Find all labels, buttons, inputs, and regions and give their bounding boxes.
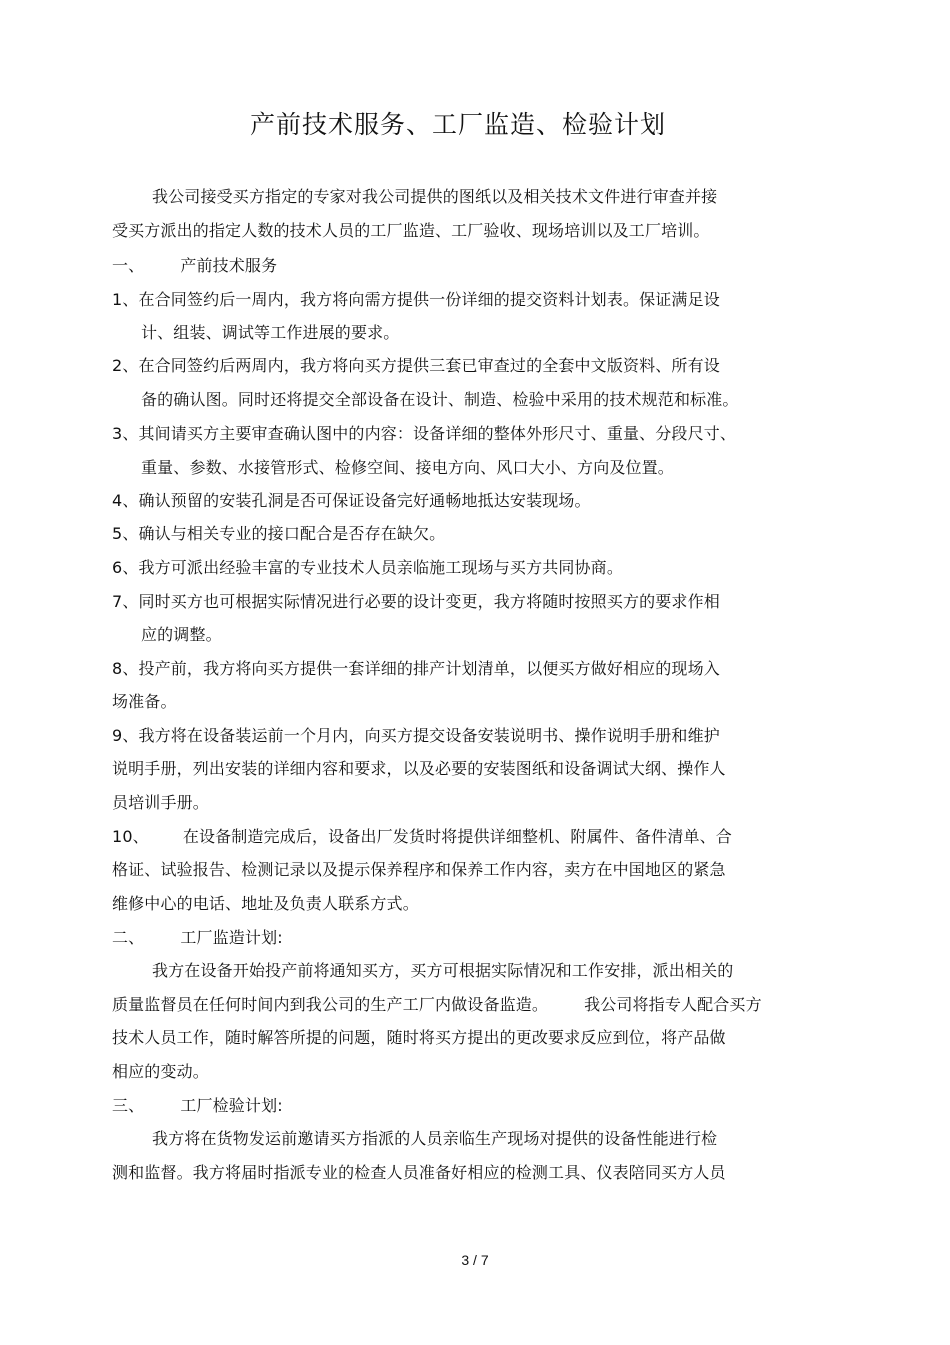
intro-line-2: 受买方派出的指定人数的技术人员的工厂监造、工厂验收、现场培训以及工厂培训。: [112, 221, 710, 240]
section-1-heading: [112, 256, 277, 276]
item-4-line-1: 4、确认预留的安装孔洞是否可保证设备完好通畅地抵达安装现场。: [112, 491, 591, 510]
item-10-line-1: [112, 827, 732, 847]
section-2-line-4: 相应的变动。: [112, 1062, 209, 1081]
item-1-line-1: 1、在合同签约后一周内，我方将向需方提供一份详细的提交资料计划表。保证满足设: [112, 290, 720, 309]
section-2-number: 二、: [112, 928, 145, 947]
item-3-line-2: 重量、参数、水接管形式、检修空间、接电方向、风口大小、方向及位置。: [141, 458, 674, 477]
item-9-line-1: 9、我方将在设备装运前一个月内，向买方提交设备安装说明书、操作说明手册和维护: [112, 726, 720, 745]
item-10-line-2: 格证、试验报告、检测记录以及提示保养程序和保养工作内容，卖方在中国地区的紧急: [112, 860, 726, 879]
section-2-line-1: 我方在设备开始投产前将通知买方，买方可根据实际情况和工作安排，派出相关的: [152, 961, 734, 980]
item-6-line-1: 6、我方可派出经验丰富的专业技术人员亲临施工现场与买方共同协商。: [112, 558, 623, 577]
section-1-number: 一、: [112, 256, 145, 275]
page-title: 产前技术服务、工厂监造、检验计划: [249, 110, 666, 139]
section-2-line-2-part-2: 我公司将指专人配合买方: [584, 995, 762, 1014]
item-7-line-1: 7、同时买方也可根据实际情况进行必要的设计变更，我方将随时按照买方的要求作相: [112, 592, 720, 611]
section-2-line-2: [112, 995, 762, 1015]
item-10-number: 10、: [112, 827, 149, 846]
item-10-line-3: 维修中心的电话、地址及负责人联系方式。: [112, 894, 419, 913]
section-2-line-2-part-1: 质量监督员在任何时间内到我公司的生产工厂内做设备监造。: [112, 995, 549, 1014]
item-2-line-2: 备的确认图。同时还将提交全部设备在设计、制造、检验中采用的技术规范和标准。: [141, 390, 739, 409]
item-9-line-2: 说明手册，列出安装的详细内容和要求，以及必要的安装图纸和设备调试大纲、操作人: [112, 759, 726, 778]
section-2-line-3: 技术人员工作，随时解答所提的问题，随时将买方提出的更改要求反应到位，将产品做: [112, 1028, 726, 1047]
item-5-line-1: 5、确认与相关专业的接口配合是否存在缺欠。: [112, 524, 446, 543]
item-2-line-1: 2、在合同签约后两周内，我方将向买方提供三套已审查过的全套中文版资料、所有设: [112, 356, 720, 375]
item-1-line-2: 计、组装、调试等工作进展的要求。: [141, 323, 400, 342]
section-3-heading: [112, 1096, 283, 1116]
section-3-line-1: 我方将在货物发运前邀请买方指派的人员亲临生产现场对提供的设备性能进行检: [152, 1129, 718, 1148]
item-8-line-1: 8、投产前，我方将向买方提供一套详细的排产计划清单，以便买方做好相应的现场入: [112, 659, 720, 678]
section-3-line-2: 测和监督。我方将届时指派专业的检查人员准备好相应的检测工具、仪表陪同买方人员: [112, 1163, 726, 1182]
section-3-number: 三、: [112, 1096, 145, 1115]
section-1-title: 产前技术服务: [180, 256, 278, 275]
item-8-line-2: 场准备。: [112, 692, 177, 711]
page-indicator: 3 / 7: [461, 1252, 489, 1268]
section-2-heading: [112, 928, 283, 948]
item-10-text: 在设备制造完成后，设备出厂发货时将提供详细整机、附属件、备件清单、合: [182, 827, 732, 846]
item-9-line-3: 员培训手册。: [112, 793, 209, 812]
intro-line-1: 我公司接受买方指定的专家对我公司提供的图纸以及相关技术文件进行审查并接: [152, 187, 718, 206]
section-3-title: 工厂检验计划:: [180, 1096, 283, 1115]
item-3-line-1: 3、其间请买方主要审查确认图中的内容：设备详细的整体外形尺寸、重量、分段尺寸、: [112, 424, 737, 443]
item-7-line-2: 应的调整。: [141, 625, 222, 644]
section-2-title: 工厂监造计划:: [180, 928, 283, 947]
